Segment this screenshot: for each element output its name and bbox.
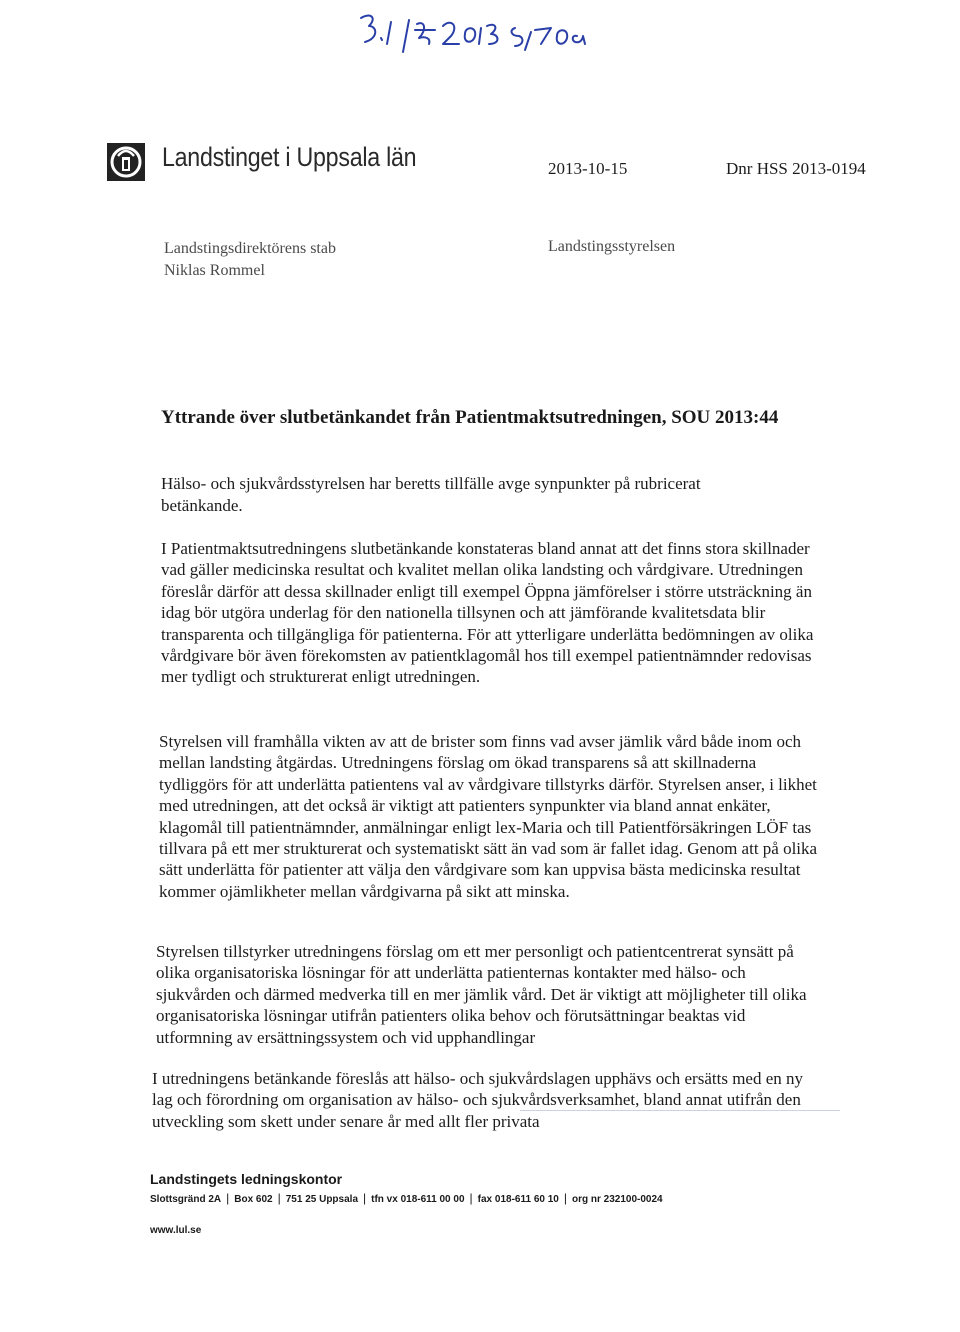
reference-number: Dnr HSS 2013-0194 xyxy=(726,159,866,178)
sender-department: Landstingsdirektörens stab xyxy=(164,240,336,257)
document-title: Yttrande över slutbetänkandet från Patientmaktsutredningen, SOU 2013:44 xyxy=(161,407,779,428)
paragraph-5 xyxy=(152,1068,812,1132)
scan-artifact-line xyxy=(520,1110,840,1111)
footer-address: Slottsgränd 2A xyxy=(150,1194,222,1205)
paragraph-text: Styrelsen tillstyrker utredningens förslag om ett mer personligt och patientcentrerat synsätt på olika organisatoriska lösningar för att underlätta patienternas kontakter med hälso- och sjukvården och därmed medverka till en mer jämlik vård. Det är viktigt att möjligheter till olika organisatoriska lösningar utifrån patienters olika behov och förutsättningar beaktas vid utformning av ersättningssystem och vid upphandlingar xyxy=(156,942,807,1047)
paragraph-4 xyxy=(156,941,816,1048)
footer-website: www.lul.se xyxy=(150,1225,202,1236)
sender-block xyxy=(164,238,336,282)
footer-phone: tfn vx 018-611 00 00 xyxy=(371,1194,465,1205)
paragraph-3 xyxy=(159,731,819,902)
organization-name: Landstinget i Uppsala län xyxy=(162,142,417,172)
paragraph-1 xyxy=(161,473,781,517)
footer-title: Landstingets ledningskontor xyxy=(150,1171,343,1187)
sender-name: Niklas Rommel xyxy=(164,262,265,279)
footer-org-nr: org nr 232100-0024 xyxy=(571,1194,663,1205)
paragraph-text: I Patientmaktsutredningens slutbetänkande konstateras bland annat att det finns stora skillnader vad gäller medicinska resultat och kvalitet mellan olika landsting och vårdgivare. Utredningen föreslår därför att dessa skillnader enligt till exempel Öppna jämförelser i större utsträckning än idag bör utgöra underlag för den nationella tillsynen och att jämförande kvalitetsdata blir transparenta och tillgängliga för patienterna. För att ytterligare underlätta bedömningen av olika vårdgivare bör även förekomsten av patientklagomål hos till exempel patientnämnder redovisas mer tydligt och strukturerat enligt utredningen. xyxy=(161,539,814,687)
paragraph-text: Hälso- och sjukvårdsstyrelsen har beretts tillfälle avge synpunkter på rubricerat betänkande. xyxy=(161,474,701,515)
footer-box: Box 602 xyxy=(234,1194,273,1205)
document-date: 2013-10-15 xyxy=(548,159,628,178)
footer-contact-line: Slottsgränd 2A | Box 602 | 751 25 Uppsala | tfn vx 018-611 00 00 | fax 018-611 60 10 | org nr 232100-0024 xyxy=(150,1191,663,1205)
paragraph-text: Styrelsen vill framhålla vikten av att de brister som finns vad avser jämlik vård både inom och mellan landsting åtgärdas. Utredningens förslag om ökad transparens så att skillnaderna tydliggörs för att underlätta patientens val av vårdgivare tillstyrks därför. Styrelsen anser, i likhet med utredningen, att det också är viktigt att patienters synpunkter via bland annat enkäter, klagomål till patientnämnder, anmälningar enligt lex-Maria och till Patientförsäkringen LÖF tas tillvara på ett mer strukturerat och systematiskt sätt än vad som är fallet idag. Genom att på olika sätt underlätta för patienter att välja den vårdgivare som kan uppvisa bästa medicinska resultat kommer ojämlikheter mellan vårdgivarna på sikt att minska. xyxy=(159,732,818,901)
recipient: Landstingsstyrelsen xyxy=(548,238,676,255)
footer-postal: 751 25 Uppsala xyxy=(285,1194,358,1205)
footer-fax: fax 018-611 60 10 xyxy=(477,1194,559,1205)
paragraph-2 xyxy=(161,538,821,688)
landstinget-logo-icon xyxy=(106,142,146,182)
paragraph-text: I utredningens betänkande föreslås att hälso- och sjukvårdslagen upphävs och ersätts med en ny lag och förordning om organisation av hälso- och sjukvårdsverksamhet, bland annat utifrån den utveckling som skett under senare år med allt fler privata xyxy=(152,1069,804,1131)
handwritten-note xyxy=(355,8,595,58)
